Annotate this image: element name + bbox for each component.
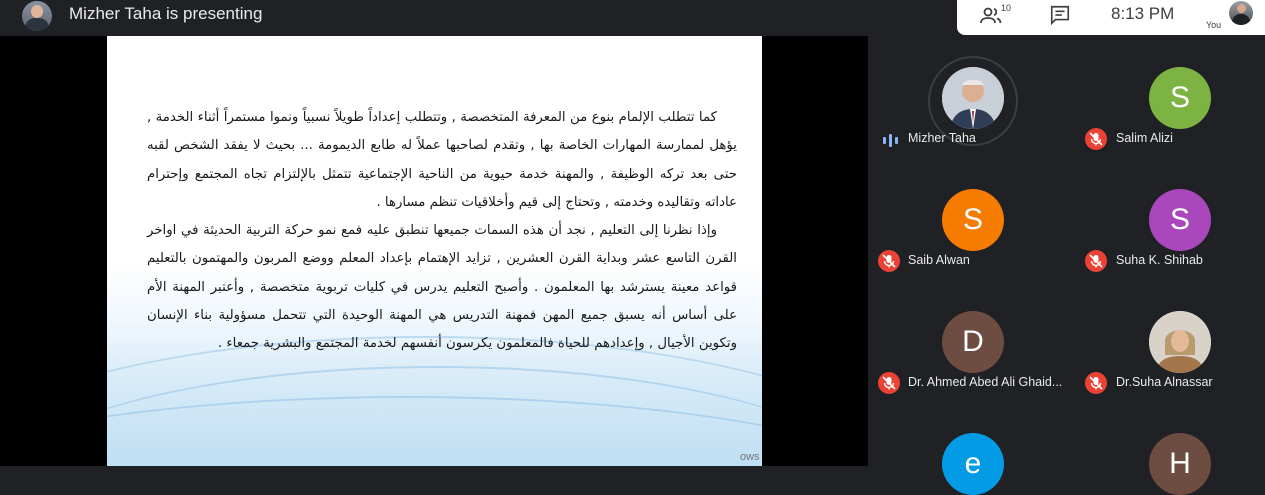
participant-avatar (1149, 311, 1211, 373)
chat-button[interactable] (1049, 4, 1073, 28)
slide-paragraph: وإذا نظرنا إلى التعليم , نجد أن هذه السمات جميعها تنطبق عليه فمع نمو حركة التربية الحديثة في اواخر القرن التاسع عشر وبداية القرن العشرين , تزايد الإهتمام بإعداد المعلم ووضع المربون والمهتمون بالتعليم قواعد معينة يسترشد بها المعلمون . وأصبح التعليم يدرس في كليات تربوية متخصصة , وأعتبر المهنة الأم على أساس أنه يسبق جميع المهن فمهنة التدريس هي المهنة الوحيدة التي تتحمل مسؤولية بناء الإنسان وتكوين الأجيال , وإعدادهم للحياة فالمعلمون يكرسون أنفسهم لخدمة المجتمع والبشرية جمعاء . (147, 223, 737, 352)
participant-name: Dr.Suha Alnassar (1116, 375, 1213, 389)
people-icon (979, 4, 1003, 28)
meeting-top-bar (0, 0, 1265, 36)
shared-slide (107, 36, 762, 466)
self-label: You (1206, 20, 1222, 30)
speaking-indicator-icon (882, 132, 900, 148)
person-photo-icon (1149, 311, 1211, 373)
status-card (957, 0, 1265, 35)
presenting-title: Mizher Taha is presenting (69, 4, 263, 23)
presentation-stage (0, 36, 868, 466)
participant-avatar: e (942, 433, 1004, 495)
participant-name: Suha K. Shihab (1116, 253, 1203, 267)
participant-name: Salim Alizi (1116, 131, 1173, 145)
people-button[interactable] (979, 3, 1015, 29)
slide-body-text (147, 104, 737, 359)
mic-off-icon (878, 372, 900, 394)
mic-off-icon (878, 250, 900, 272)
participant-avatar (942, 67, 1004, 129)
mic-off-icon (1085, 372, 1107, 394)
participant-avatar: H (1149, 433, 1211, 495)
presenter-avatar (22, 1, 52, 31)
participant-avatar: S (942, 189, 1004, 251)
mic-off-icon (1085, 128, 1107, 150)
participant-name: Dr. Ahmed Abed Ali Ghaid... (908, 375, 1063, 389)
clock: 8:13 PM (1111, 4, 1175, 23)
participant-avatar: D (942, 311, 1004, 373)
self-avatar[interactable] (1229, 1, 1253, 25)
participant-name: Saib Alwan (908, 253, 970, 267)
participant-avatar: S (1149, 189, 1211, 251)
chat-icon (1049, 4, 1071, 26)
os-watermark: ows (740, 451, 760, 463)
participant-count: 10 (1001, 3, 1012, 13)
slide-paragraph: كما تتطلب الإلمام بنوع من المعرفة المتخصصة , وتتطلب إعداداً طويلاً نسبياً ونموا مستمراً أثناء الخدمة , يؤهل لممارسة المهارات الخاصة بها , وتقدم لصاحبها عملاً له طابع الديمومة ... بحيث لا يفقد الشخص لقبه حتى بعد تركه الوظيفة , والمهنة خدمة حيوية من الناحية الإجتماعية تتمثل بالإلتزام تجاه المجتمع وإحترام عاداته وتقاليده وخدمته , وتحتاج إلى قيم وأخلاقيات تنظم مسارها . (147, 110, 737, 210)
mic-off-icon (1085, 250, 1107, 272)
participant-avatar: S (1149, 67, 1211, 129)
person-photo-icon (942, 67, 1004, 129)
participant-name: Mizher Taha (908, 131, 976, 145)
